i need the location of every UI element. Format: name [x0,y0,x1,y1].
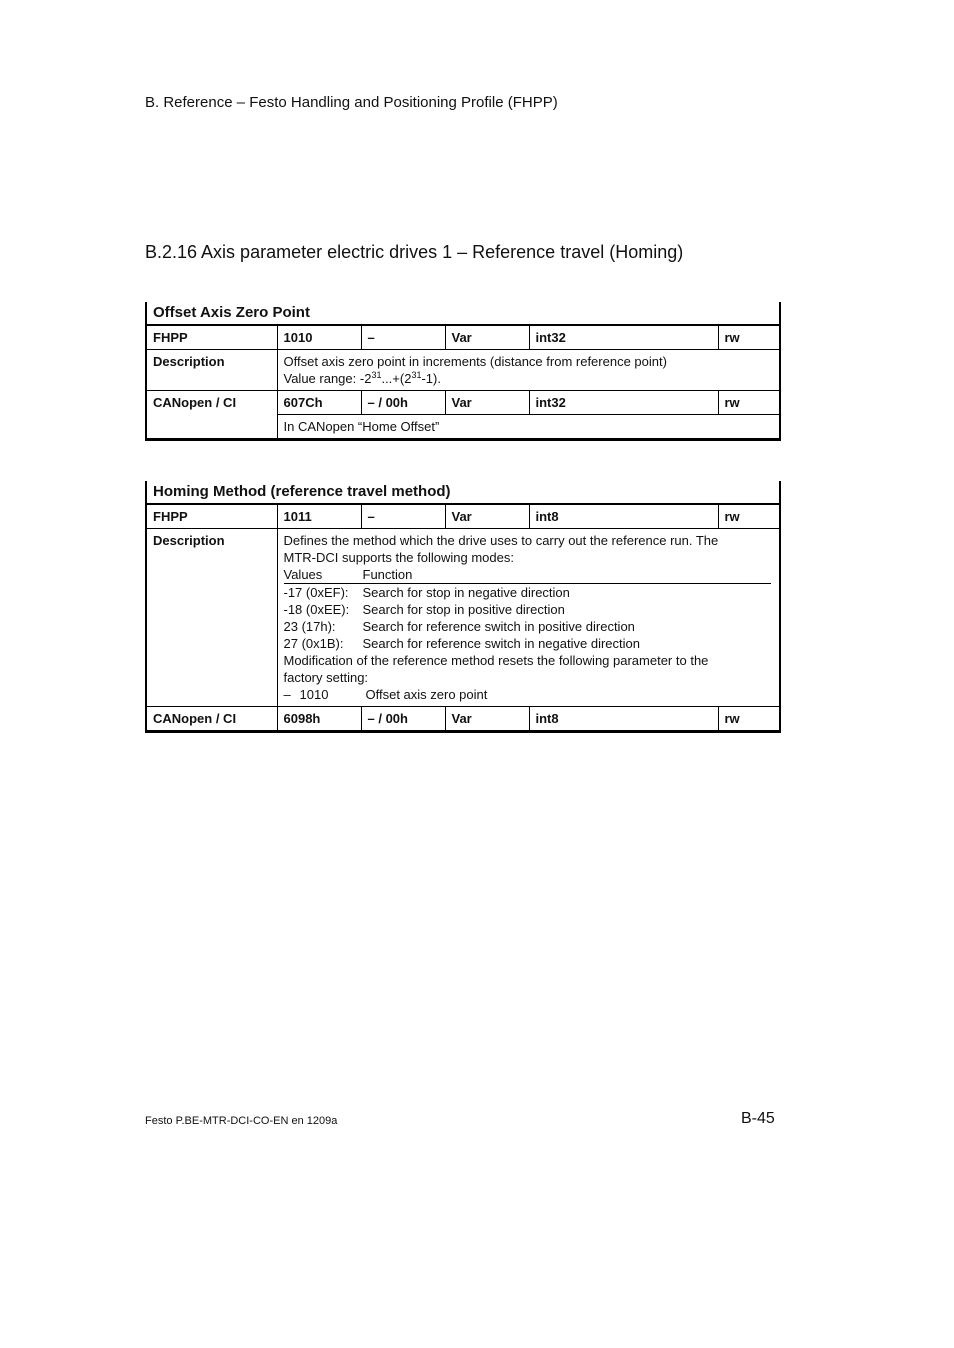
running-header: B. Reference – Festo Handling and Positioning Profile (FHPP) [145,94,558,111]
fhpp-access: rw [718,504,780,529]
canopen-access: rw [718,707,780,732]
mode-function: Search for reference switch in negative direction [362,636,640,651]
value-range [284,370,774,387]
fhpp-datatype: int32 [529,325,718,350]
mode-row [284,601,772,618]
mode-function: Search for stop in positive direction [362,602,565,617]
fhpp-label: FHPP [146,504,277,529]
canopen-datatype: int8 [529,707,718,732]
item-number: 1010 [299,687,329,702]
fhpp-datatype: int8 [529,504,718,529]
fhpp-index: 1010 [277,325,361,350]
footer-document-id: Festo P.BE-MTR-DCI-CO-EN en 1209a [145,1115,338,1127]
function-header: Function [362,567,413,582]
fhpp-index: 1011 [277,504,361,529]
description-text: MTR-DCI supports the following modes: [283,550,514,565]
mode-value: 23 (17h): [283,619,336,634]
mode-function: Search for reference switch in positive direction [362,619,635,634]
canopen-subindex: – / 00h [361,707,445,732]
mode-function: Search for stop in negative direction [362,585,570,600]
values-header: Values [283,567,323,582]
mode-row [284,584,772,601]
section-heading: B.2.16 Axis parameter electric drives 1 – Reference travel (Homing) [145,242,684,262]
description-cell [277,529,780,707]
fhpp-label: FHPP [146,325,277,350]
homing-method-table [145,481,781,733]
table-title: Homing Method (reference travel method) [146,481,780,504]
canopen-label: CANopen / CI [146,707,277,732]
range-exponent: 31 [411,370,422,380]
description-text: Offset axis zero point in increments (distance from reference point) [283,354,667,369]
range-exponent: 31 [371,370,382,380]
canopen-datatype: int32 [529,391,718,415]
mode-value: 27 (0x1B): [283,636,344,651]
table-title: Offset Axis Zero Point [146,302,780,325]
fhpp-subindex: – [361,504,445,529]
canopen-label: CANopen / CI [146,391,277,440]
description-label: Description [146,350,277,391]
fhpp-type: Var [445,504,529,529]
mode-value: -18 (0xEE): [283,602,350,617]
canopen-type: Var [445,391,529,415]
offset-axis-zero-point-table [145,302,781,441]
description-text: Defines the method which the drive uses to carry out the reference run. The [283,533,719,548]
range-suffix: -1). [421,371,441,386]
reset-parameter-item [284,686,772,703]
canopen-access: rw [718,391,780,415]
mode-value: -17 (0xEF): [283,585,349,600]
description-label: Description [146,529,277,707]
description-note: factory setting: [283,670,369,685]
canopen-type: Var [445,707,529,732]
canopen-note: In CANopen “Home Offset” [277,415,780,440]
mode-row [284,635,772,652]
canopen-subindex: – / 00h [361,391,445,415]
fhpp-type: Var [445,325,529,350]
range-mid: ...+(2 [381,371,412,386]
fhpp-subindex: – [361,325,445,350]
canopen-index: 607Ch [277,391,361,415]
page-number: B-45 [741,1110,775,1127]
list-dash: – [283,687,291,702]
description-note: Modification of the reference method resets the following parameter to the [283,653,709,668]
description-cell [277,350,780,391]
range-prefix: Value range: -2 [283,371,372,386]
canopen-index: 6098h [277,707,361,732]
values-header-row [284,566,772,584]
item-text: Offset axis zero point [365,687,488,702]
fhpp-access: rw [718,325,780,350]
mode-row [284,618,772,635]
